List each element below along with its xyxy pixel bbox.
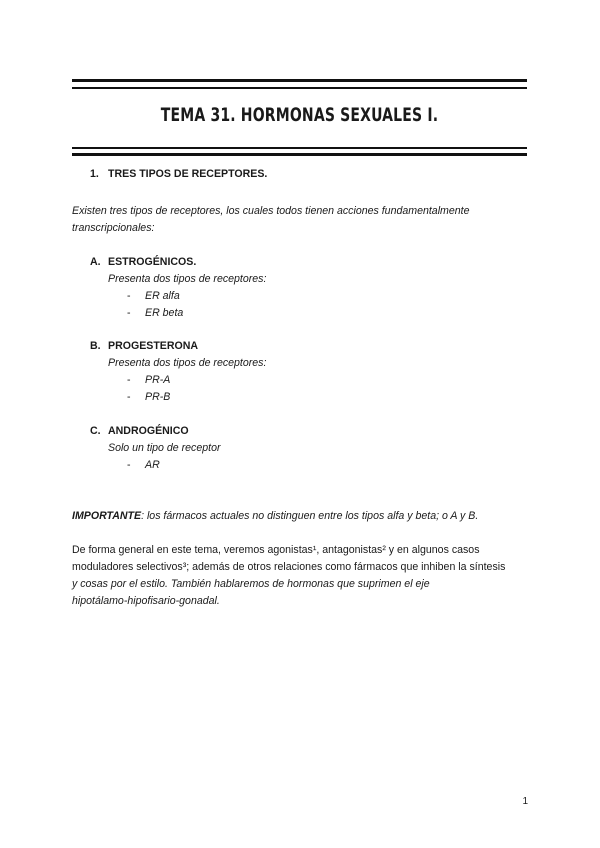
group-letter-a: A. xyxy=(90,256,101,268)
item-b2: PR-B xyxy=(145,391,171,403)
group-heading-a: ESTROGÉNICOS. xyxy=(108,256,197,268)
item-a2: ER beta xyxy=(145,307,184,319)
group-letter-b: B. xyxy=(90,340,101,352)
important-label: IMPORTANTE xyxy=(72,510,142,522)
group-letter-c: C. xyxy=(90,425,101,437)
bottom-rule-thick xyxy=(72,153,527,156)
group-desc-a: Presenta dos tipos de receptores: xyxy=(108,273,267,285)
group-heading-b: PROGESTERONA xyxy=(108,340,199,352)
bullet-b2: - xyxy=(127,391,131,403)
para-line-1: De forma general en este tema, veremos agonistas¹, antagonistas² y en algunos casos xyxy=(72,544,480,556)
page-title: TEMA 31. HORMONAS SEXUALES I. xyxy=(160,104,439,126)
intro-line-1: Existen tres tipos de receptores, los cuales todos tienen acciones fundamentalmente xyxy=(72,205,470,217)
top-rule-thick xyxy=(72,79,527,82)
group-desc-c: Solo un tipo de receptor xyxy=(108,442,221,454)
para-line-4: hipotálamo-hipofisario-gonadal. xyxy=(72,595,220,607)
item-a1: ER alfa xyxy=(145,290,180,302)
para-line-3: y cosas por el estilo. También hablaremos de hormonas que suprimen el eje xyxy=(72,578,430,590)
group-heading-c: ANDROGÉNICO xyxy=(108,425,189,437)
top-rule-thin xyxy=(72,87,527,89)
important-note xyxy=(72,508,478,525)
page-number: 1 xyxy=(522,796,528,807)
group-desc-b: Presenta dos tipos de receptores: xyxy=(108,357,267,369)
section-heading: TRES TIPOS DE RECEPTORES. xyxy=(108,168,268,180)
item-b1: PR-A xyxy=(145,374,171,386)
item-c1: AR xyxy=(145,459,160,471)
para-line-2: moduladores selectivos³; además de otros relaciones como fármacos que inhiben la síntesis xyxy=(72,561,506,573)
important-text: : los fármacos actuales no distinguen entre los tipos alfa y beta; o A y B. xyxy=(141,510,479,522)
bullet-a2: - xyxy=(127,307,131,319)
bullet-a1: - xyxy=(127,290,131,302)
bottom-rule-thin xyxy=(72,147,527,149)
bullet-b1: - xyxy=(127,374,131,386)
bullet-c1: - xyxy=(127,459,131,471)
section-number: 1. xyxy=(90,168,99,180)
intro-line-2: transcripcionales: xyxy=(72,222,155,234)
